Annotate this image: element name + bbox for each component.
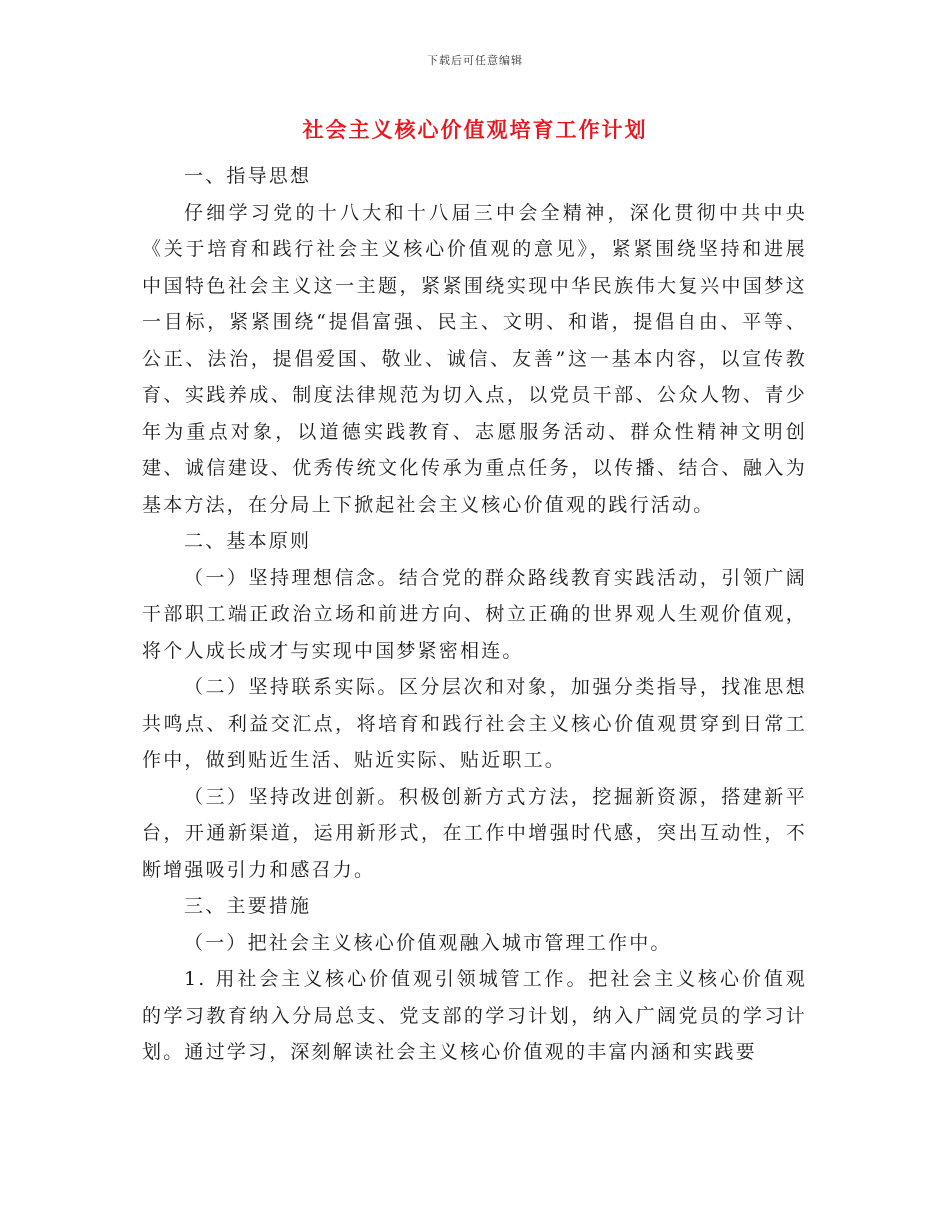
paragraph-measure-1: （一）把社会主义核心价值观融入城市管理工作中。 bbox=[184, 931, 672, 954]
paragraph-measure-1-item-1: 1. 用社会主义核心价值观引领城管工作。把社会主义核心价值观的学习教育纳入分局总支、党支部的学习计划，纳入广阔党员的学习计划。通过学习，深刻解读社会主义核心价值观的丰富内涵和实践要 bbox=[142, 968, 807, 1063]
document-title: 社会主义核心价值观培育工作计划 bbox=[302, 117, 648, 142]
paragraph-guiding-ideology: 仔细学习党的十八大和十八届三中会全精神，深化贯彻中共中央《关于培育和践行社会主义核心价值观的意见》，紧紧围绕坚持和进展中国特色社会主义这一主题，紧紧围绕实现中华民族伟大复兴中国梦这一目标，紧紧围绕“提倡富强、民主、文明、和谐，提倡自由、平等、公正、法治，提倡爱国、敬业、诚信、友善”这一基本内容，以宣传教育、实践养成、制度法律规范为切入点，以党员干部、公众人物、青少年为重点对象，以道德实践教育、志愿服务活动、群众性精神文明创建、诚信建设、优秀传统文化传承为重点任务，以传播、结合、融入为基本方法，在分局上下掀起社会主义核心价值观的践行活动。 bbox=[142, 201, 807, 516]
document-body bbox=[142, 158, 807, 1071]
section-heading-basic-principles: 二、基本原则 bbox=[184, 530, 312, 552]
section-heading-main-measures: 三、主要措施 bbox=[184, 895, 312, 917]
page-header: 下载后可任意编辑 bbox=[427, 54, 523, 67]
section-heading-guiding-ideology: 一、指导思想 bbox=[184, 165, 312, 187]
paragraph-principle-3: （三）坚持改进创新。积极创新方式方法，挖掘新资源，搭建新平台，开通新渠道，运用新形式，在工作中增强时代感，突出互动性，不断增强吸引力和感召力。 bbox=[142, 785, 807, 881]
paragraph-principle-2: （二）坚持联系实际。区分层次和对象，加强分类指导，找准思想共鸣点、利益交汇点，将培育和践行社会主义核心价值观贯穿到日常工作中，做到贴近生活、贴近实际、贴近职工。 bbox=[142, 676, 807, 771]
paragraph-principle-1: （一）坚持理想信念。结合党的群众路线教育实践活动，引领广阔干部职工端正政治立场和前进方向、树立正确的世界观人生观价值观，将个人成长成才与实现中国梦紧密相连。 bbox=[142, 566, 807, 662]
